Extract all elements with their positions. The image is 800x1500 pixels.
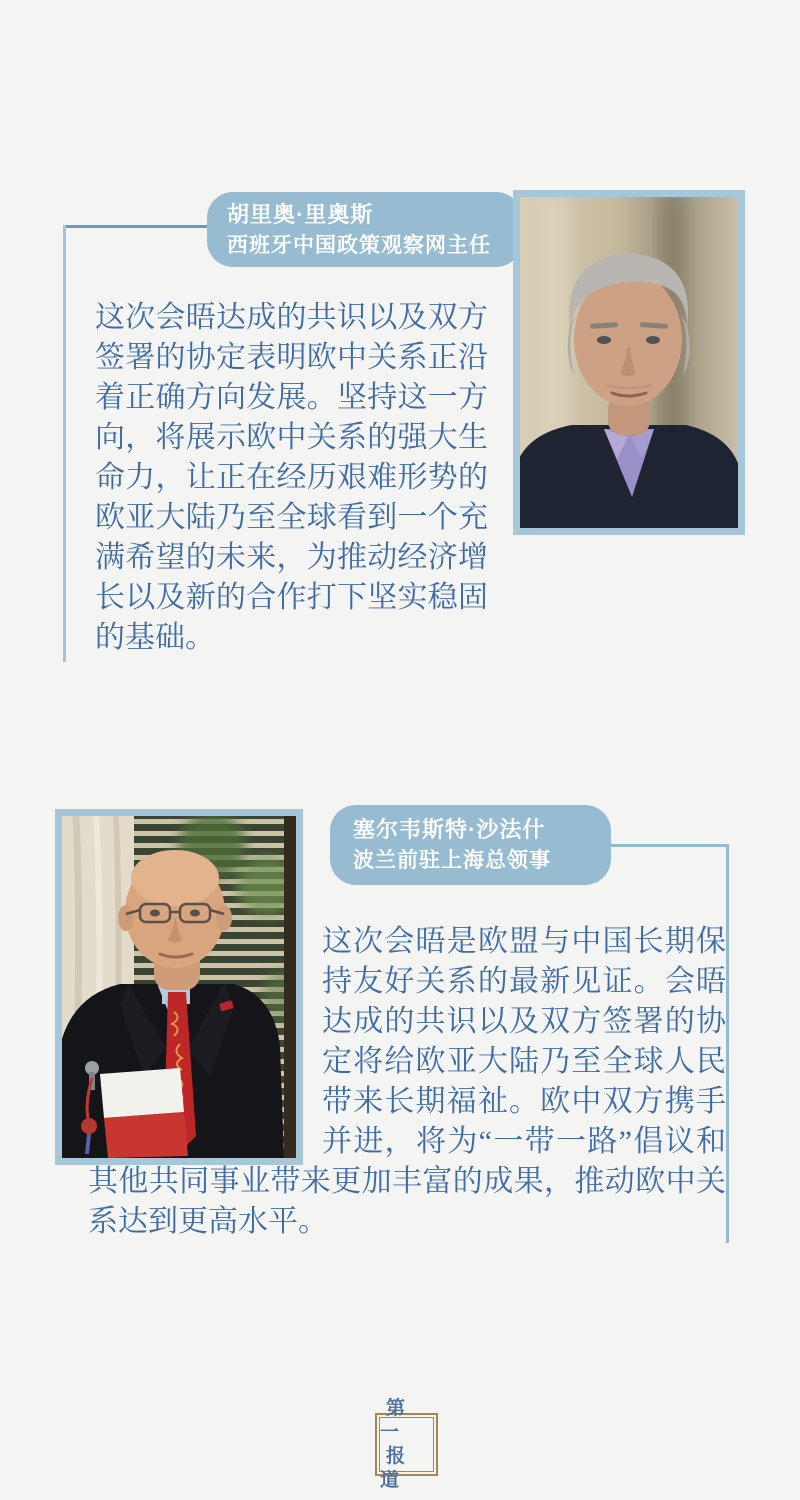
footer-seal (375, 1397, 438, 1491)
expert1-quote: 这次会晤达成的共识以及双方签署的协定表明欧中关系正沿着正确方向发展。坚持这一方向，将展示欧中关系的强大生命力，让正在经历艰难形势的欧亚大陆乃至全球看到一个充满希望的未来，为推动经济增长以及新的合作打下坚实稳固的基础。 (95, 301, 488, 654)
section1-horizontal-line (63, 225, 213, 228)
expert1-name: 胡里奥·里奥斯 (227, 201, 374, 227)
section2-vertical-line (726, 844, 729, 1243)
expert2-title: 波兰前驻上海总领事 (353, 849, 551, 872)
expert1-portrait-illustration (520, 197, 738, 528)
expert1-title: 西班牙中国政策观察网主任 (227, 233, 491, 257)
expert2-name: 塞尔韦斯特·沙法什 (353, 817, 546, 842)
expert2-quote (88, 922, 726, 1242)
section1-vertical-line (63, 225, 66, 662)
expert1-photo (513, 190, 745, 535)
footer-seal-line2: 报道 (380, 1445, 412, 1491)
expert2-name-badge (330, 805, 611, 885)
expert2-quote-text: 这次会晤是欧盟与中国长期保持友好关系的最新见证。会晤达成的共识以及双方签署的协定将给欧亚大陆乃至全球人民带来长期福祉。欧中双方携手并进，将为“一带一路”倡议和其他共同事业带来更加丰富的成果，推动欧中关系达到更高水平。 (88, 925, 726, 1238)
expert1-name-badge (207, 192, 522, 267)
footer-seal-inner-border (379, 1397, 434, 1491)
photo-wrap-spacer (88, 922, 322, 1160)
footer-seal-line1: 第一 (380, 1397, 412, 1443)
